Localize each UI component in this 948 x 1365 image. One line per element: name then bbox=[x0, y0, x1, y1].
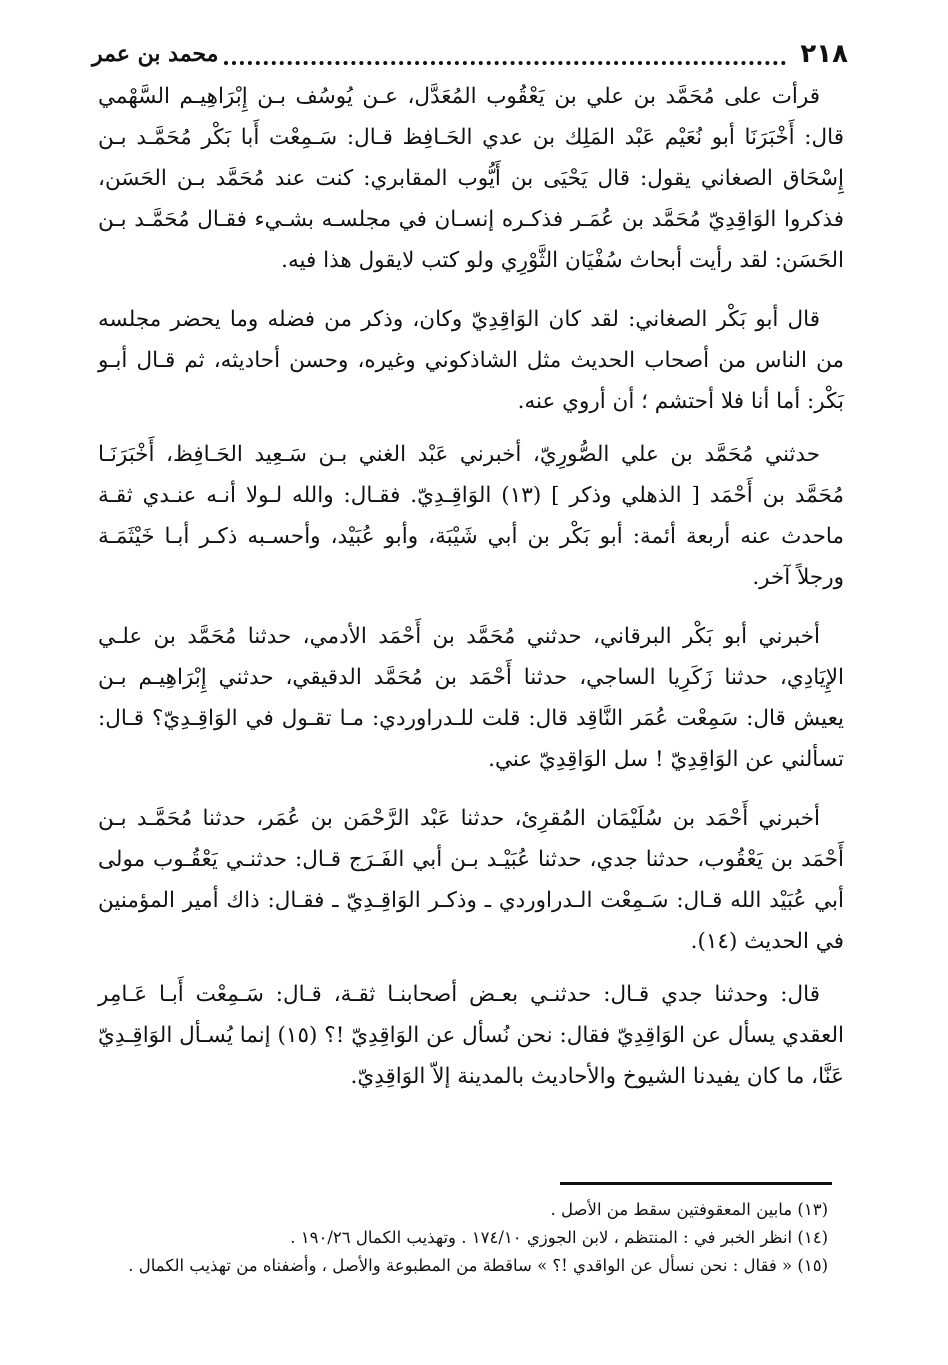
paragraph: أخبرني أبو بَكْر البرقاني، حدثني مُحَمَّد بن أَحْمَد الأدمي، حدثنا مُحَمَّد بن علـي الإِيَادِي، حدثنا زَكَرِيا الساجي، حدثنا أَحْمَد بن مُحَمَّد الدقيقي، حدثني إِبْرَاهِيـم بـن يعيش قال: سَمِعْت عُمَر النَّاقِد قال: قلت للـدراوردي: مـا تقـول في الوَاقِـدِيّ؟ قـال: تسألني عن الوَاقِدِيّ ! سل الوَاقِدِيّ عني. bbox=[98, 624, 844, 772]
footnote: (١٤) انظر الخبر في : المنتظم ، لابن الجوزي ١٧٤/١٠ . وتهذيب الكمال ١٩٠/٢٦ . bbox=[290, 1228, 828, 1247]
paragraph: قرأت على مُحَمَّد بن علي بن يَعْقُوب المُعَدَّل، عـن يُوسُف بـن إِبْرَاهِيـم السَّهْمي قال: أَخْبَرَنَا أبو نُعَيْم عَبْد المَلِك بن عدي الحَـافِظ قـال: سَـمِعْت أَبا بَكْر مُحَمَّـد بـن إِسْحَاق الصغاني يقول: قال يَحْيَى بن أَيُّوب المقابري: كنت عند مُحَمَّد بـن الحَسَن، فذكروا الوَاقِدِيّ مُحَمَّد بن عُمَـر فذكـره إنسـان في مجلسـه بشـيء فقـال مُحَمَّـد بـن الحَسَن: لقد رأيت أبحاث سُفْيَان الثَّوْرِي ولو كتب لايقول هذا فيه. bbox=[98, 84, 844, 273]
running-title: محمد بن عمر bbox=[92, 41, 219, 67]
page-header bbox=[92, 34, 848, 74]
page-number: ٢١٨ bbox=[800, 39, 848, 69]
footnote-separator bbox=[560, 1182, 832, 1185]
paragraph: قال أبو بَكْر الصغاني: لقد كان الوَاقِدِيّ وكان، وذكر من فضله وما يحضر مجلسه من الناس من أصحاب الحديث مثل الشاذكوني وغيره، وحسن أحاديثه، ثم قـال أبـو بَكْر: أما أنا فلا أحتشم ؛ أن أروي عنه. bbox=[98, 307, 844, 414]
main-text bbox=[98, 76, 844, 1115]
paragraph: أخبرني أَحْمَد بن سُلَيْمَان المُقرِئ، حدثنا عَبْد الرَّحْمَن بن عُمَر، حدثنا مُحَمَّـد بـن أَحْمَد بن يَعْقُوب، حدثنا جدي، حدثنا عُبَيْـد بـن أبي الفَـرَج قـال: حدثنـي يَعْقُـوب مولى أبي عُبَيْد الله قـال: سَـمِعْت الـدراوردي ـ وذكـر الوَاقِـدِيّ ـ فقـال: ذاك أمير المؤمنين في الحديث (١٤). bbox=[98, 806, 844, 954]
header-dotted-leader bbox=[224, 61, 786, 65]
footnote: (١٣) مابين المعقوفتين سقط من الأصل . bbox=[550, 1200, 828, 1219]
paragraph: حدثني مُحَمَّد بن علي الصُّورِيّ، أخبرني عَبْد الغني بـن سَـعِيد الحَـافِظ، أَخْبَرَنَـا مُحَمَّد بن أَحْمَد [ الذهلي وذكر ] (١٣) الوَاقِـدِيّ. فقـال: والله لـولا أنـه عنـدي ثقـة ماحدث عنه أربعة أئمة: أبو بَكْر بن أبي شَيْبَة، وأبو عُبَيْد، وأحسـبه ذكـر أبـا خَيْثَمَـة ورجلاً آخر. bbox=[98, 442, 844, 590]
footnote: (١٥) « فقال : نحن نسأل عن الواقدي !؟ » ساقطة من المطبوعة والأصل ، وأضفناه من تهذيب الكمال . bbox=[128, 1256, 828, 1275]
footnotes bbox=[98, 1196, 838, 1280]
paragraph: قال: وحدثنا جدي قـال: حدثنـي بعـض أصحابنـا ثقـة، قـال: سَـمِعْت أَبـا عَـامِر العقدي يسأل عن الوَاقِدِيّ فقال: نحن نُسأل عن الوَاقِدِيّ !؟ (١٥) إنما يُسـأل الوَاقِـدِيّ عَنَّا، ما كان يفيدنا الشيوخ والأحاديث بالمدينة إلاّ الوَاقِدِيّ. bbox=[98, 982, 844, 1089]
